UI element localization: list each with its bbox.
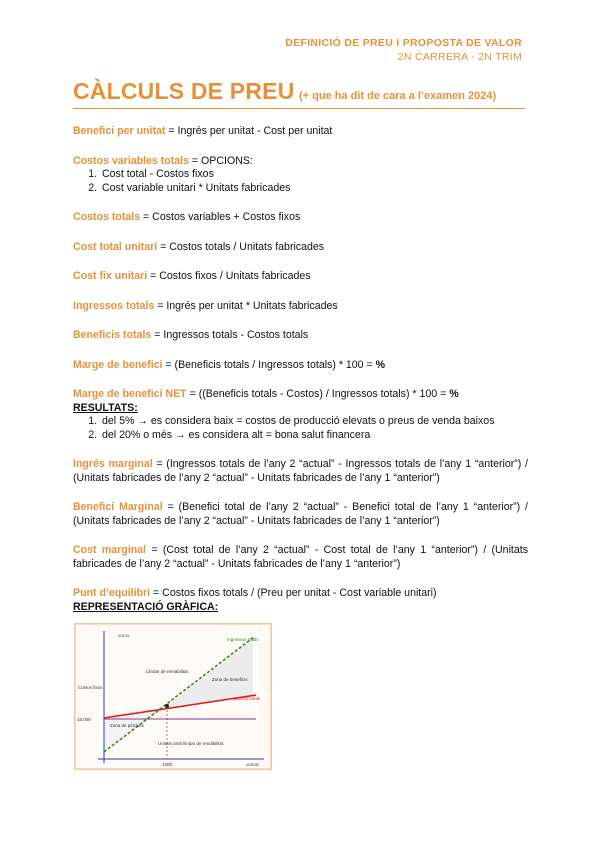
breakeven-units-note: Unitats amb llindar de rendibilitat: [158, 741, 224, 746]
title-main: CÀLCULS DE PREU: [73, 78, 295, 104]
costs-label: Costos totals: [234, 696, 261, 701]
breakeven-point: [165, 704, 169, 708]
loss-zone-label: Zona de pèrdues: [110, 723, 145, 728]
definition: = (Cost total de l’any 2 “actual” - Cost total de l’any 1 “anterior”) / (Unitats fabricades de l’any 2 “actual” - Unitats fabricades de l’any 1 “anterior”): [73, 544, 528, 570]
formula-marge-benefici: [73, 359, 528, 373]
list-item: 2. Cost variable unitari * Unitats fabricades: [100, 182, 528, 196]
graph-heading: REPRESENTACIÓ GRÀFICA:: [73, 600, 219, 613]
definition: = Ingrés per unitat * Unitats fabricades: [154, 299, 338, 312]
formula-costos-totals: [73, 211, 528, 225]
definition: = Ingrés per unitat - Cost per unitat: [165, 125, 333, 137]
x-value-label: 1000: [162, 762, 173, 767]
definition: = (Benefici total de l’any 2 “actual” - Benefici total de l’any 1 “anterior”) / (Unitats fabricades de l’any 2 “actual” - Unitats fabricades de l’any 1 “anterior”): [73, 501, 528, 527]
document-header: [285, 36, 522, 64]
fixed-costs-label: Costos fixos: [78, 685, 103, 690]
formula-cost-total-unitari: [73, 241, 528, 255]
results-heading: RESULTATS:: [73, 401, 138, 414]
revenue-label: Ingressos totals: [227, 637, 259, 642]
x-axis-label: unitats: [246, 762, 260, 767]
term: Cost fix unitari: [73, 270, 148, 282]
formula-marge-benefici-net: [73, 388, 528, 402]
term: Costos variables totals: [73, 154, 189, 167]
y-value-label: 15.000: [77, 717, 91, 722]
options-list: [73, 168, 528, 195]
definition: = Costos totals / Unitats fabricades: [157, 240, 325, 253]
list-item: 1. Cost total - Costos fixos: [100, 168, 528, 182]
term: Benefici Marginal: [73, 501, 163, 513]
percent-unit: %: [375, 358, 386, 371]
formula-benefici-marginal: [73, 501, 528, 528]
results-list: [73, 415, 528, 442]
page-title: [73, 78, 525, 109]
term: Beneficis totals: [73, 329, 152, 341]
definition: = OPCIONS:: [188, 154, 253, 167]
title-note: (+ que ha dit de cara a l’examen 2024): [298, 90, 497, 102]
term: Cost marginal: [73, 544, 147, 556]
definition: = Ingressos totals - Costos totals: [151, 329, 309, 341]
definition: = Costos variables + Costos fixos: [140, 211, 301, 223]
breakeven-label: Llindar de rentabilitat: [146, 669, 188, 674]
y-axis-label: euros: [118, 633, 130, 638]
definition: = Costos fixos totals / (Preu per unitat - Cost variable unitari): [150, 587, 437, 599]
formula-cost-marginal: [73, 544, 528, 571]
header-subject: DEFINICIÓ DE PREU I PROPOSTA DE VALOR: [285, 37, 522, 49]
term: Ingressos totals: [73, 299, 155, 312]
formula-ingres-marginal: [73, 458, 528, 485]
formula-punt-equilibri: [73, 587, 528, 601]
profit-zone-label: Zona de beneficis: [212, 677, 248, 682]
formula-costos-variables: [73, 155, 528, 169]
formula-beneficis-totals: [73, 329, 528, 343]
term: Benefici per unitat: [73, 125, 166, 137]
formula-ingressos-totals: [73, 300, 528, 314]
formula-benefici-unitat: [73, 125, 528, 139]
breakeven-graph: [74, 623, 272, 770]
definition: = (Ingressos totals de l’any 2 “actual” - Ingressos totals de l’any 1 “anterior”) / (Unitats fabricades de l’any 2 “actual” - Unitats fabricades de l’any 1 “anterior”): [73, 458, 528, 484]
term: Ingrés marginal: [73, 458, 153, 470]
term: Marge de benefici NET: [73, 388, 187, 400]
term: Punt d’equilibri: [73, 587, 151, 599]
term: Cost total unitari: [73, 240, 158, 253]
definition: = Costos fixos / Unitats fabricades: [147, 270, 311, 282]
list-item: 1. del 5% → es considera baix = costos de producció elevats o preus de venda baixos: [100, 415, 528, 429]
header-course: 2N CARRERA - 2N TRIM: [397, 51, 522, 63]
term: Marge de benefici: [73, 358, 163, 371]
formulas-section: [73, 125, 528, 614]
percent-unit: %: [449, 388, 459, 400]
formula-cost-fix-unitari: [73, 270, 528, 284]
definition: = (Beneficis totals / Ingressos totals) * 100 =: [162, 358, 376, 371]
definition: = ((Beneficis totals - Costos) / Ingressos totals) * 100 =: [186, 388, 450, 400]
list-item: 2. del 20% o més → es considera alt = bona salut financera: [100, 429, 528, 443]
term: Costos totals: [73, 211, 141, 223]
